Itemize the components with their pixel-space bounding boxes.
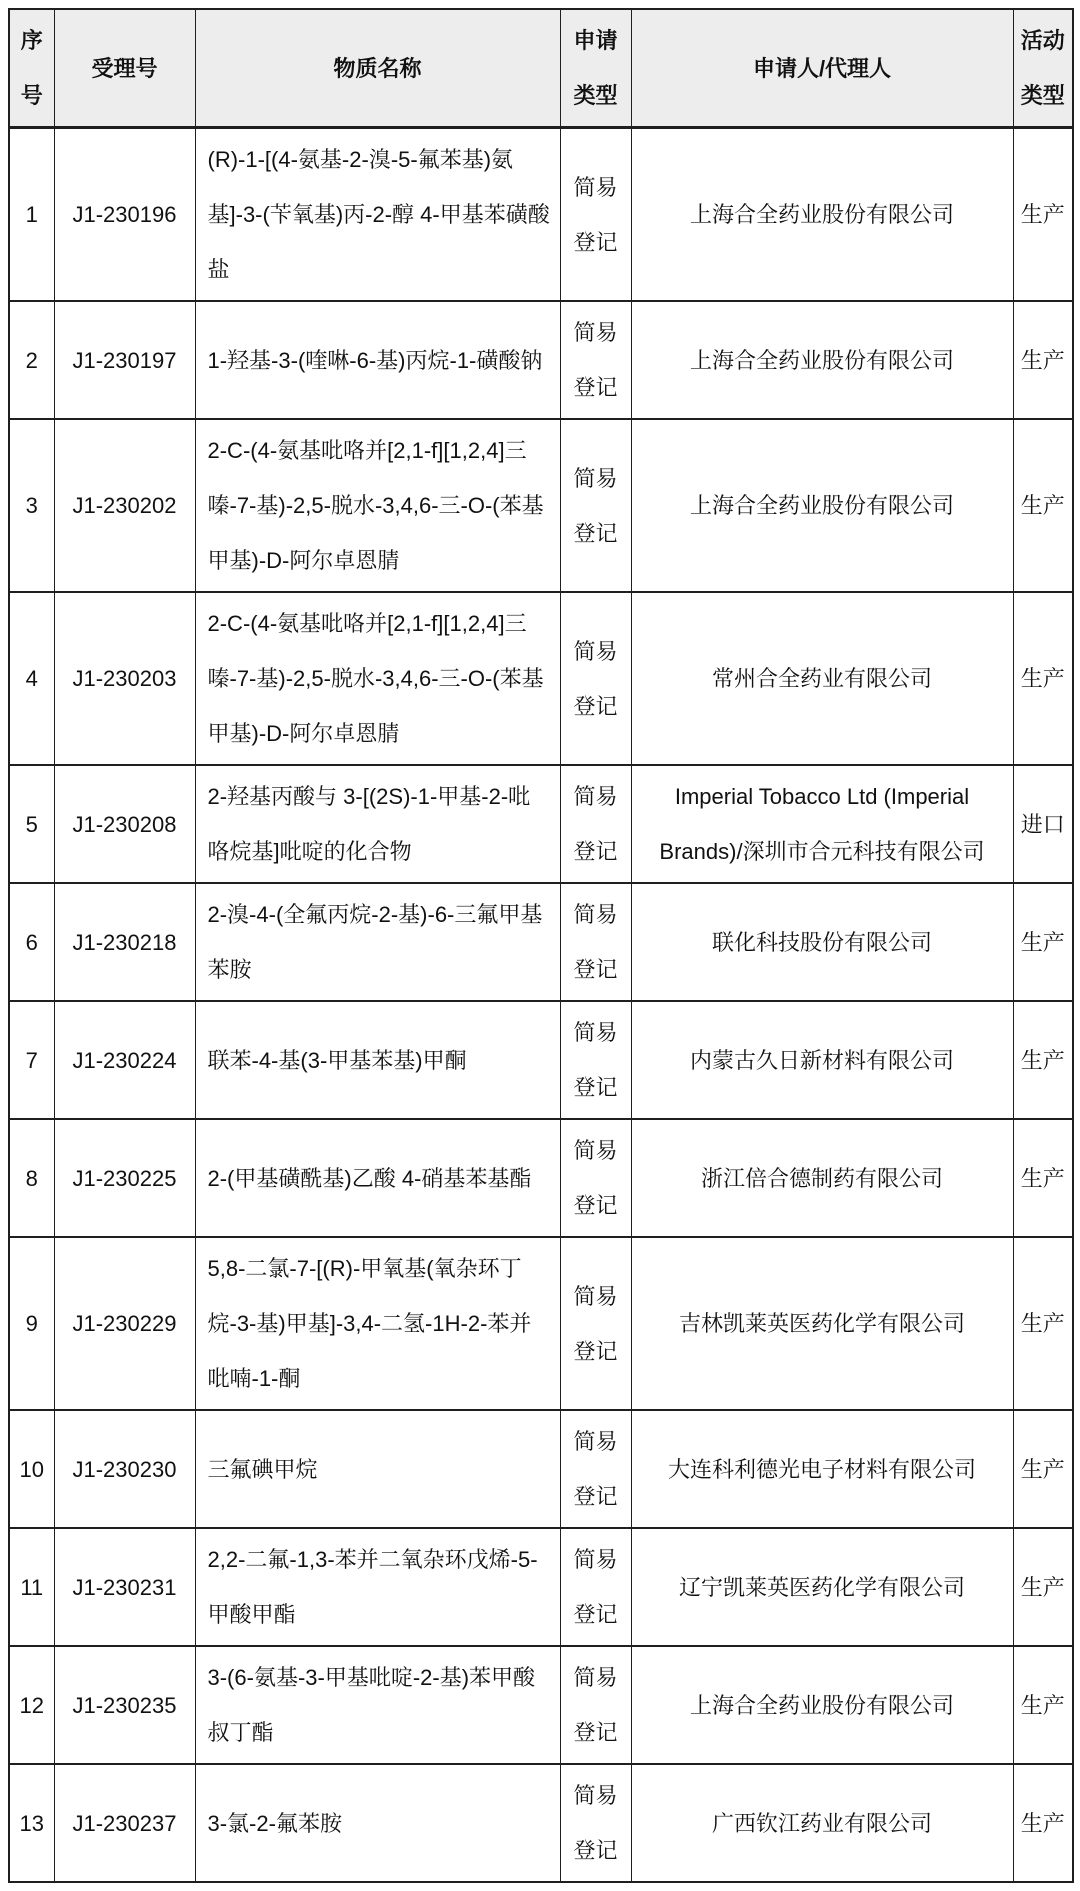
cell-substance-name: 2-溴-4-(全氟丙烷-2-基)-6-三氟甲基苯胺 <box>195 883 560 1001</box>
cell-substance-name: 3-(6-氨基-3-甲基吡啶-2-基)苯甲酸叔丁酯 <box>195 1646 560 1764</box>
cell-acceptance-number: J1-230203 <box>54 592 195 765</box>
cell-serial-number: 8 <box>9 1119 54 1237</box>
table-row <box>9 592 1073 765</box>
cell-serial-number: 1 <box>9 128 54 302</box>
cell-serial-number: 3 <box>9 419 54 592</box>
cell-serial-number: 10 <box>9 1410 54 1528</box>
cell-acceptance-number: J1-230197 <box>54 301 195 419</box>
cell-application-type: 简易登记 <box>560 1646 631 1764</box>
cell-application-type: 简易登记 <box>560 419 631 592</box>
cell-activity-type: 生产 <box>1013 1001 1073 1119</box>
table-header <box>9 9 1073 128</box>
cell-application-type: 简易登记 <box>560 1528 631 1646</box>
cell-application-type: 简易登记 <box>560 128 631 302</box>
cell-serial-number: 4 <box>9 592 54 765</box>
cell-acceptance-number: J1-230224 <box>54 1001 195 1119</box>
table-row <box>9 765 1073 883</box>
cell-acceptance-number: J1-230208 <box>54 765 195 883</box>
cell-acceptance-number: J1-230229 <box>54 1237 195 1410</box>
cell-applicant-agent: 浙江倍合德制药有限公司 <box>631 1119 1013 1237</box>
cell-application-type: 简易登记 <box>560 1410 631 1528</box>
cell-activity-type: 生产 <box>1013 1237 1073 1410</box>
cell-substance-name: 3-氯-2-氟苯胺 <box>195 1764 560 1882</box>
cell-application-type: 简易登记 <box>560 1237 631 1410</box>
cell-applicant-agent: 内蒙古久日新材料有限公司 <box>631 1001 1013 1119</box>
cell-acceptance-number: J1-230235 <box>54 1646 195 1764</box>
cell-acceptance-number: J1-230196 <box>54 128 195 302</box>
cell-substance-name: 5,8-二氯-7-[(R)-甲氧基(氧杂环丁烷-3-基)甲基]-3,4-二氢-1H-2-苯并吡喃-1-酮 <box>195 1237 560 1410</box>
cell-serial-number: 7 <box>9 1001 54 1119</box>
cell-activity-type: 生产 <box>1013 1764 1073 1882</box>
cell-activity-type: 生产 <box>1013 1646 1073 1764</box>
header-activity-type: 活动类型 <box>1013 9 1073 128</box>
cell-substance-name: 联苯-4-基(3-甲基苯基)甲酮 <box>195 1001 560 1119</box>
cell-serial-number: 5 <box>9 765 54 883</box>
cell-application-type: 简易登记 <box>560 592 631 765</box>
cell-serial-number: 11 <box>9 1528 54 1646</box>
cell-activity-type: 生产 <box>1013 1119 1073 1237</box>
cell-substance-name: 三氟碘甲烷 <box>195 1410 560 1528</box>
header-application-type: 申请类型 <box>560 9 631 128</box>
header-acceptance-number: 受理号 <box>54 9 195 128</box>
cell-substance-name: 2-(甲基磺酰基)乙酸 4-硝基苯基酯 <box>195 1119 560 1237</box>
cell-acceptance-number: J1-230230 <box>54 1410 195 1528</box>
table-row <box>9 301 1073 419</box>
cell-activity-type: 生产 <box>1013 592 1073 765</box>
cell-application-type: 简易登记 <box>560 1119 631 1237</box>
cell-serial-number: 13 <box>9 1764 54 1882</box>
cell-application-type: 简易登记 <box>560 765 631 883</box>
table-row <box>9 128 1073 302</box>
cell-acceptance-number: J1-230202 <box>54 419 195 592</box>
cell-applicant-agent: 上海合全药业股份有限公司 <box>631 128 1013 302</box>
table-row <box>9 1646 1073 1764</box>
cell-acceptance-number: J1-230218 <box>54 883 195 1001</box>
header-substance-name: 物质名称 <box>195 9 560 128</box>
cell-applicant-agent: 广西钦江药业有限公司 <box>631 1764 1013 1882</box>
table-row <box>9 419 1073 592</box>
cell-applicant-agent: 联化科技股份有限公司 <box>631 883 1013 1001</box>
cell-serial-number: 6 <box>9 883 54 1001</box>
cell-application-type: 简易登记 <box>560 883 631 1001</box>
header-serial-number: 序号 <box>9 9 54 128</box>
cell-substance-name: 2-羟基丙酸与 3-[(2S)-1-甲基-2-吡咯烷基]吡啶的化合物 <box>195 765 560 883</box>
table-row <box>9 1528 1073 1646</box>
cell-activity-type: 生产 <box>1013 1528 1073 1646</box>
cell-application-type: 简易登记 <box>560 1764 631 1882</box>
cell-activity-type: 生产 <box>1013 301 1073 419</box>
cell-applicant-agent: 吉林凯莱英医药化学有限公司 <box>631 1237 1013 1410</box>
cell-applicant-agent: Imperial Tobacco Ltd (Imperial Brands)/深圳市合元科技有限公司 <box>631 765 1013 883</box>
registration-acceptance-table <box>8 8 1074 1883</box>
cell-application-type: 简易登记 <box>560 301 631 419</box>
cell-activity-type: 进口 <box>1013 765 1073 883</box>
table-row <box>9 883 1073 1001</box>
cell-applicant-agent: 大连科利德光电子材料有限公司 <box>631 1410 1013 1528</box>
cell-applicant-agent: 上海合全药业股份有限公司 <box>631 1646 1013 1764</box>
cell-substance-name: 2-C-(4-氨基吡咯并[2,1-f][1,2,4]三嗪-7-基)-2,5-脱水-3,4,6-三-O-(苯基甲基)-D-阿尔卓恩腈 <box>195 592 560 765</box>
cell-applicant-agent: 常州合全药业有限公司 <box>631 592 1013 765</box>
cell-activity-type: 生产 <box>1013 883 1073 1001</box>
header-applicant-agent: 申请人/代理人 <box>631 9 1013 128</box>
cell-applicant-agent: 上海合全药业股份有限公司 <box>631 419 1013 592</box>
cell-activity-type: 生产 <box>1013 419 1073 592</box>
cell-acceptance-number: J1-230237 <box>54 1764 195 1882</box>
table-body <box>9 128 1073 1883</box>
header-row <box>9 9 1073 128</box>
cell-substance-name: 1-羟基-3-(喹啉-6-基)丙烷-1-磺酸钠 <box>195 301 560 419</box>
table-row <box>9 1764 1073 1882</box>
cell-activity-type: 生产 <box>1013 1410 1073 1528</box>
cell-substance-name: 2-C-(4-氨基吡咯并[2,1-f][1,2,4]三嗪-7-基)-2,5-脱水-3,4,6-三-O-(苯基甲基)-D-阿尔卓恩腈 <box>195 419 560 592</box>
cell-serial-number: 2 <box>9 301 54 419</box>
table-row <box>9 1237 1073 1410</box>
table-row <box>9 1001 1073 1119</box>
cell-applicant-agent: 辽宁凯莱英医药化学有限公司 <box>631 1528 1013 1646</box>
table-row <box>9 1410 1073 1528</box>
cell-application-type: 简易登记 <box>560 1001 631 1119</box>
cell-serial-number: 9 <box>9 1237 54 1410</box>
cell-activity-type: 生产 <box>1013 128 1073 302</box>
cell-substance-name: (R)-1-[(4-氨基-2-溴-5-氟苯基)氨基]-3-(苄氧基)丙-2-醇 4-甲基苯磺酸盐 <box>195 128 560 302</box>
cell-serial-number: 12 <box>9 1646 54 1764</box>
cell-acceptance-number: J1-230225 <box>54 1119 195 1237</box>
cell-applicant-agent: 上海合全药业股份有限公司 <box>631 301 1013 419</box>
cell-acceptance-number: J1-230231 <box>54 1528 195 1646</box>
table-row <box>9 1119 1073 1237</box>
cell-substance-name: 2,2-二氟-1,3-苯并二氧杂环戊烯-5-甲酸甲酯 <box>195 1528 560 1646</box>
